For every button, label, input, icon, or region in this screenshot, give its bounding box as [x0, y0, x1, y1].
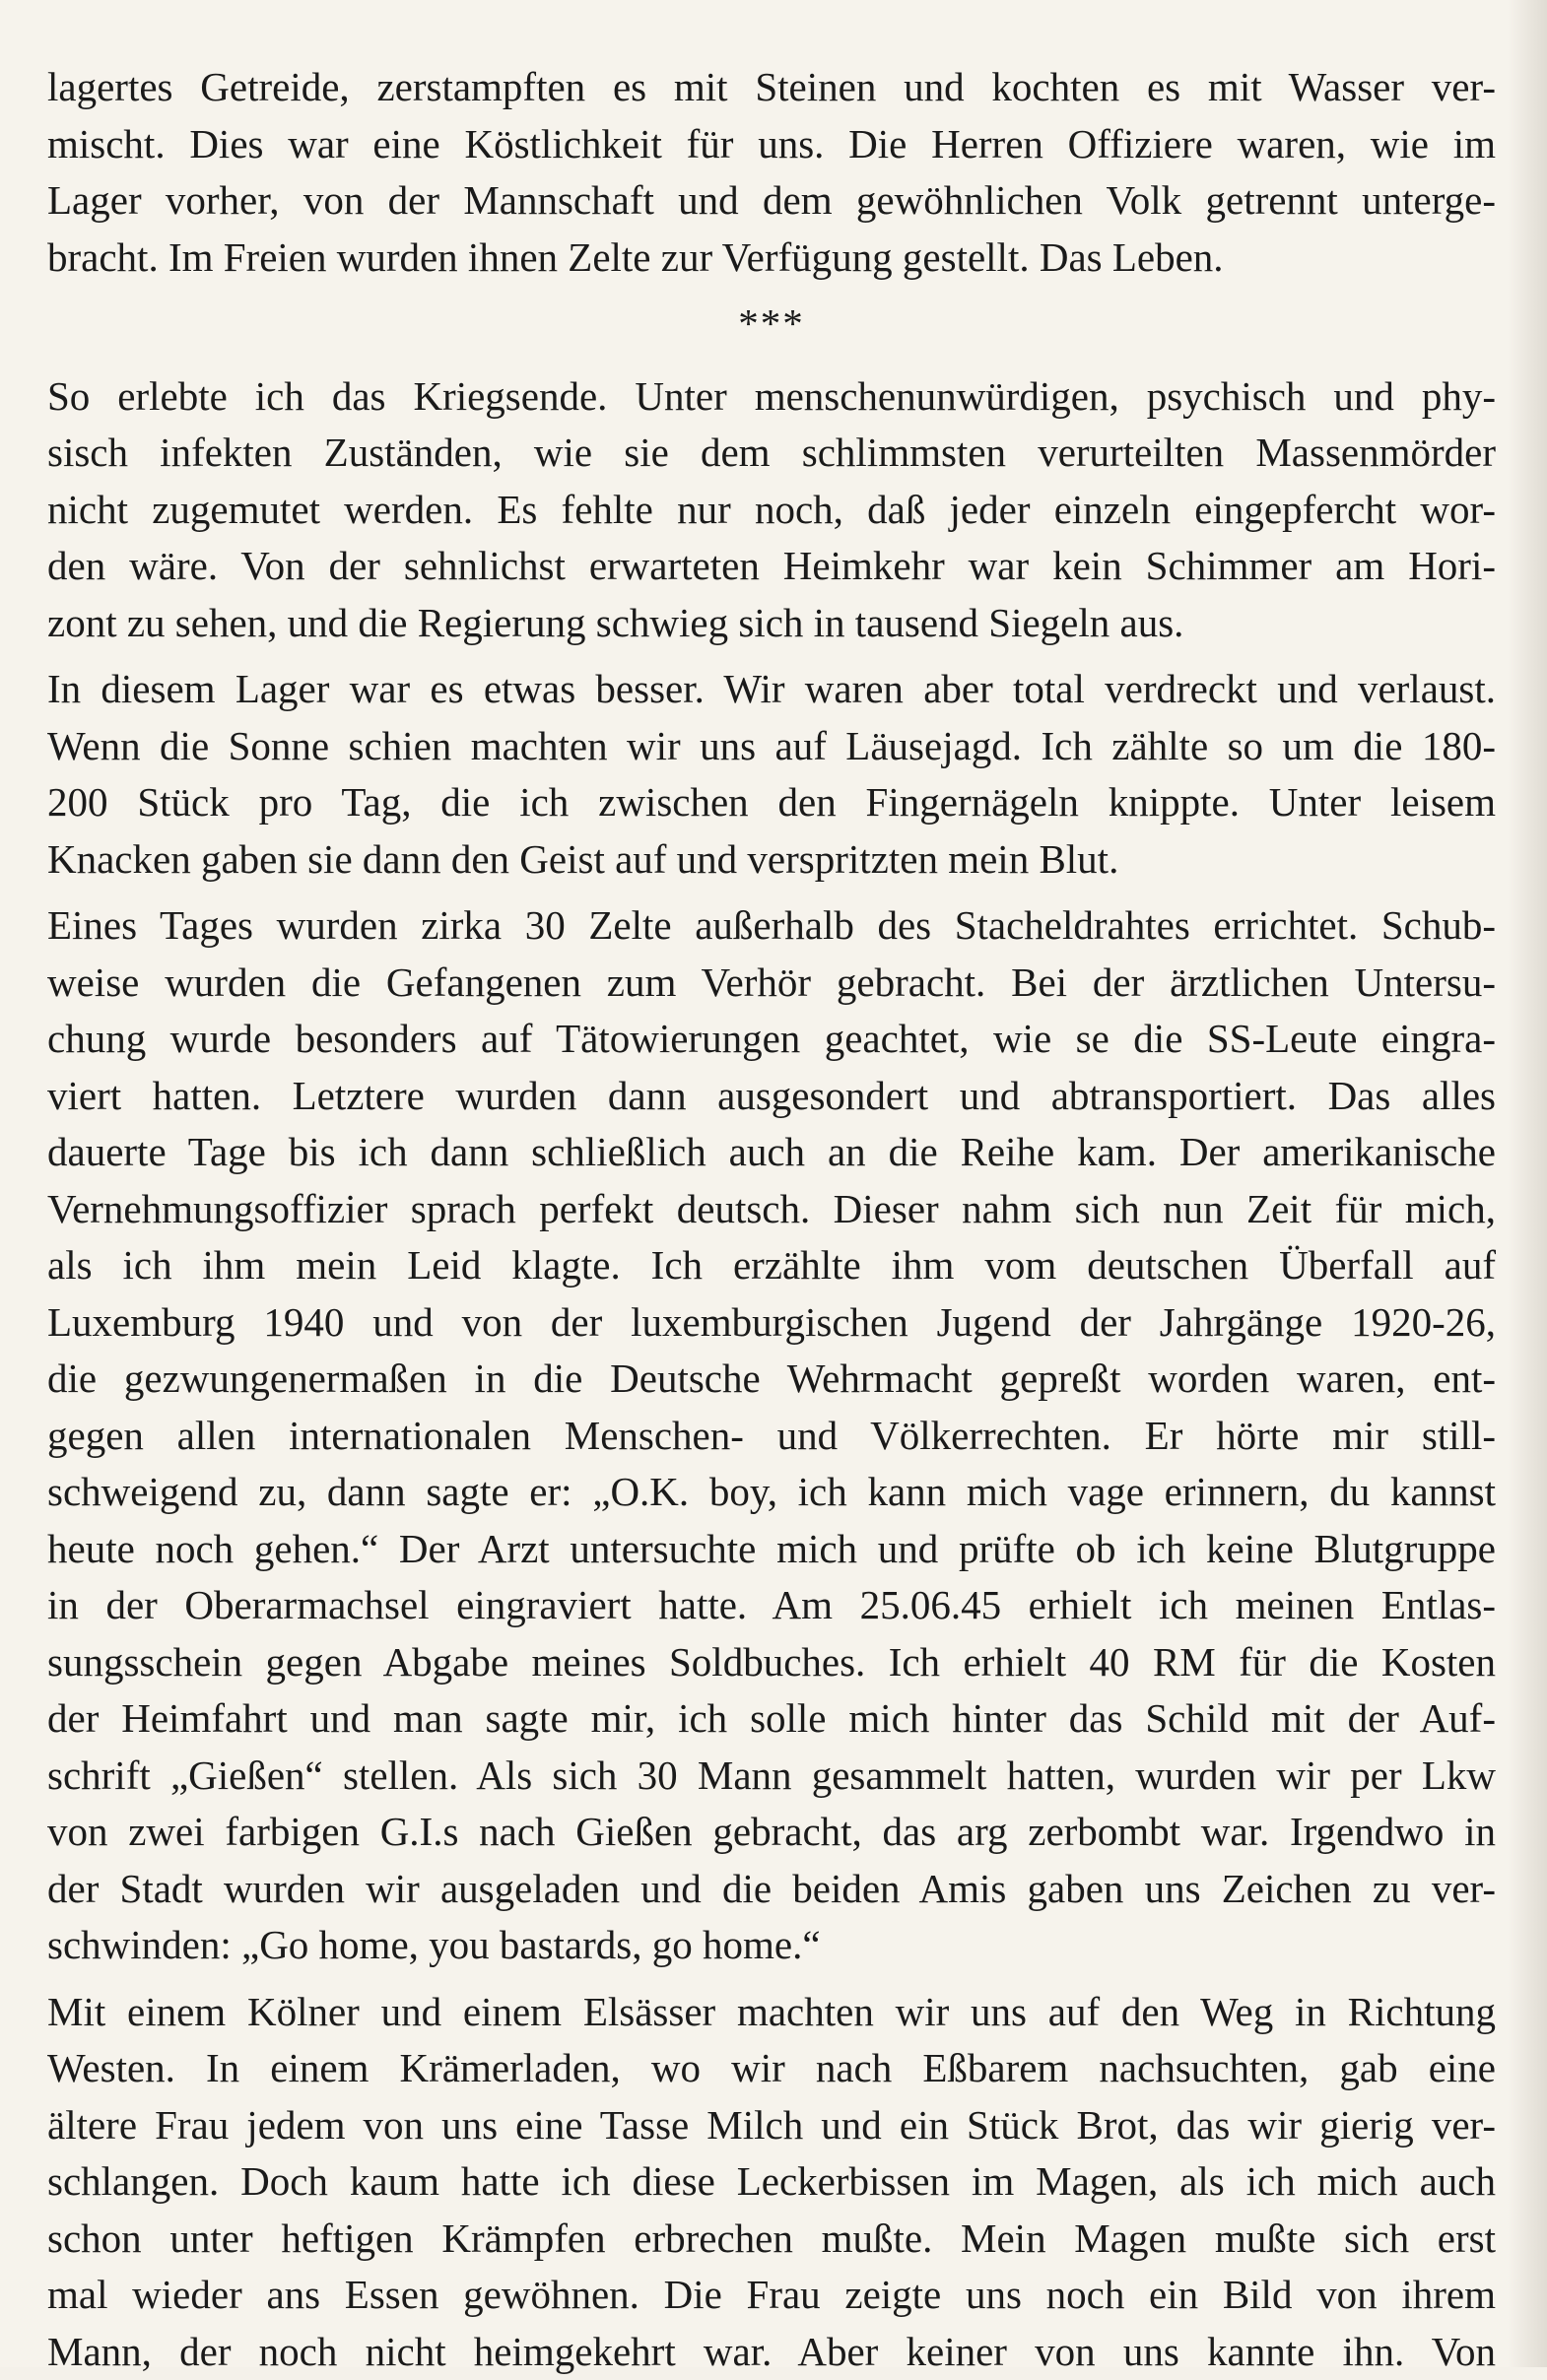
- text-line: gegen allen internationalen Menschen- und Völkerrechten. Er hörte mir still-: [47, 1408, 1496, 1465]
- text-line: Lager vorher, von der Mannschaft und dem gewöhnlichen Volk getrennt unterge-: [47, 172, 1496, 230]
- text-line: Wenn die Sonne schien machten wir uns auf Läusejagd. Ich zählte so um die 180-: [47, 718, 1496, 775]
- text-line: ältere Frau jedem von uns eine Tasse Milch und ein Stück Brot, das wir gierig ver-: [47, 2097, 1496, 2154]
- text-line: mischt. Dies war eine Köstlichkeit für uns. Die Herren Offiziere waren, wie im: [47, 116, 1496, 173]
- text-line: schlangen. Doch kaum hatte ich diese Leckerbissen im Magen, als ich mich auch: [47, 2153, 1496, 2211]
- text-line: von zwei farbigen G.I.s nach Gießen gebracht, das arg zerbombt war. Irgendwo in: [47, 1804, 1496, 1861]
- text-line: der Heimfahrt und man sagte mir, ich solle mich hinter das Schild mit der Auf-: [47, 1690, 1496, 1748]
- text-line: Knacken gaben sie dann den Geist auf und verspritzten mein Blut.: [47, 831, 1496, 889]
- text-line: zont zu sehen, und die Regierung schwieg sich in tausend Siegeln aus.: [47, 595, 1496, 652]
- paragraph-2: [47, 368, 1496, 652]
- text-line: heute noch gehen.“ Der Arzt untersuchte mich und prüfte ob ich keine Blutgruppe: [47, 1521, 1496, 1578]
- text-line: Eines Tages wurden zirka 30 Zelte außerhalb des Stacheldrahtes errichtet. Schub-: [47, 897, 1496, 955]
- text-line: schweigend zu, dann sagte er: „O.K. boy, ich kann mich vage erinnern, du kannst: [47, 1464, 1496, 1521]
- text-line: lagertes Getreide, zerstampften es mit Steinen und kochten es mit Wasser ver-: [47, 59, 1496, 116]
- paragraph-3: [47, 661, 1496, 888]
- paragraph-5: [47, 1984, 1496, 2380]
- text-line: Vernehmungsoffizier sprach perfekt deutsch. Dieser nahm sich nun Zeit für mich,: [47, 1181, 1496, 1238]
- text-line: So erlebte ich das Kriegsende. Unter menschenunwürdigen, psychisch und phy-: [47, 368, 1496, 426]
- page-text: [47, 59, 1496, 2380]
- text-line: Luxemburg 1940 und von der luxemburgischen Jugend der Jahrgänge 1920-26,: [47, 1294, 1496, 1352]
- text-line: dauerte Tage bis ich dann schließlich auch an die Reihe kam. Der amerikanische: [47, 1124, 1496, 1181]
- text-line: schwinden: „Go home, you bastards, go home.“: [47, 1917, 1496, 1974]
- text-line: Westen. In einem Krämerladen, wo wir nach Eßbarem nachsuchten, gab eine: [47, 2040, 1496, 2097]
- page-gutter-shadow: [1508, 0, 1547, 2367]
- text-line: chung wurde besonders auf Tätowierungen geachtet, wie se die SS-Leute eingra-: [47, 1011, 1496, 1068]
- paragraph-4: [47, 897, 1496, 1974]
- text-line: sungsschein gegen Abgabe meines Soldbuches. Ich erhielt 40 RM für die Kosten: [47, 1634, 1496, 1691]
- text-line: 200 Stück pro Tag, die ich zwischen den Fingernägeln knippte. Unter leisem: [47, 774, 1496, 831]
- text-line: schrift „Gießen“ stellen. Als sich 30 Mann gesammelt hatten, wurden wir per Lkw: [47, 1748, 1496, 1805]
- text-line: weise wurden die Gefangenen zum Verhör gebracht. Bei der ärztlichen Untersu-: [47, 955, 1496, 1012]
- text-line: In diesem Lager war es etwas besser. Wir waren aber total verdreckt und verlaust.: [47, 661, 1496, 718]
- text-line: die gezwungenermaßen in die Deutsche Wehrmacht gepreßt worden waren, ent-: [47, 1351, 1496, 1408]
- text-line: mal wieder ans Essen gewöhnen. Die Frau zeigte uns noch ein Bild von ihrem: [47, 2267, 1496, 2324]
- text-line: in der Oberarmachsel eingraviert hatte. Am 25.06.45 erhielt ich meinen Entlas-: [47, 1577, 1496, 1634]
- text-line: als ich ihm mein Leid klagte. Ich erzählte ihm vom deutschen Überfall auf: [47, 1237, 1496, 1294]
- text-line: der Stadt wurden wir ausgeladen und die beiden Amis gaben uns Zeichen zu ver-: [47, 1861, 1496, 1918]
- text-line: schon unter heftigen Krämpfen erbrechen mußte. Mein Magen mußte sich erst: [47, 2211, 1496, 2268]
- text-line: Mit einem Kölner und einem Elsässer machten wir uns auf den Weg in Richtung: [47, 1984, 1496, 2041]
- text-line: nicht zugemutet werden. Es fehlte nur noch, daß jeder einzeln eingepfercht wor-: [47, 482, 1496, 539]
- text-line: bracht. Im Freien wurden ihnen Zelte zur Verfügung gestellt. Das Leben.: [47, 230, 1496, 287]
- text-line: sisch infekten Zuständen, wie sie dem schlimmsten verurteilten Massenmörder: [47, 425, 1496, 482]
- section-separator: ***: [47, 296, 1496, 353]
- paragraph-1: [47, 59, 1496, 286]
- text-line: viert hatten. Letztere wurden dann ausgesondert und abtransportiert. Das alles: [47, 1068, 1496, 1125]
- text-line: den wäre. Von der sehnlichst erwarteten Heimkehr war kein Schimmer am Hori-: [47, 538, 1496, 595]
- text-line: Mann, der noch nicht heimgekehrt war. Aber keiner von uns kannte ihn. Von: [47, 2324, 1496, 2380]
